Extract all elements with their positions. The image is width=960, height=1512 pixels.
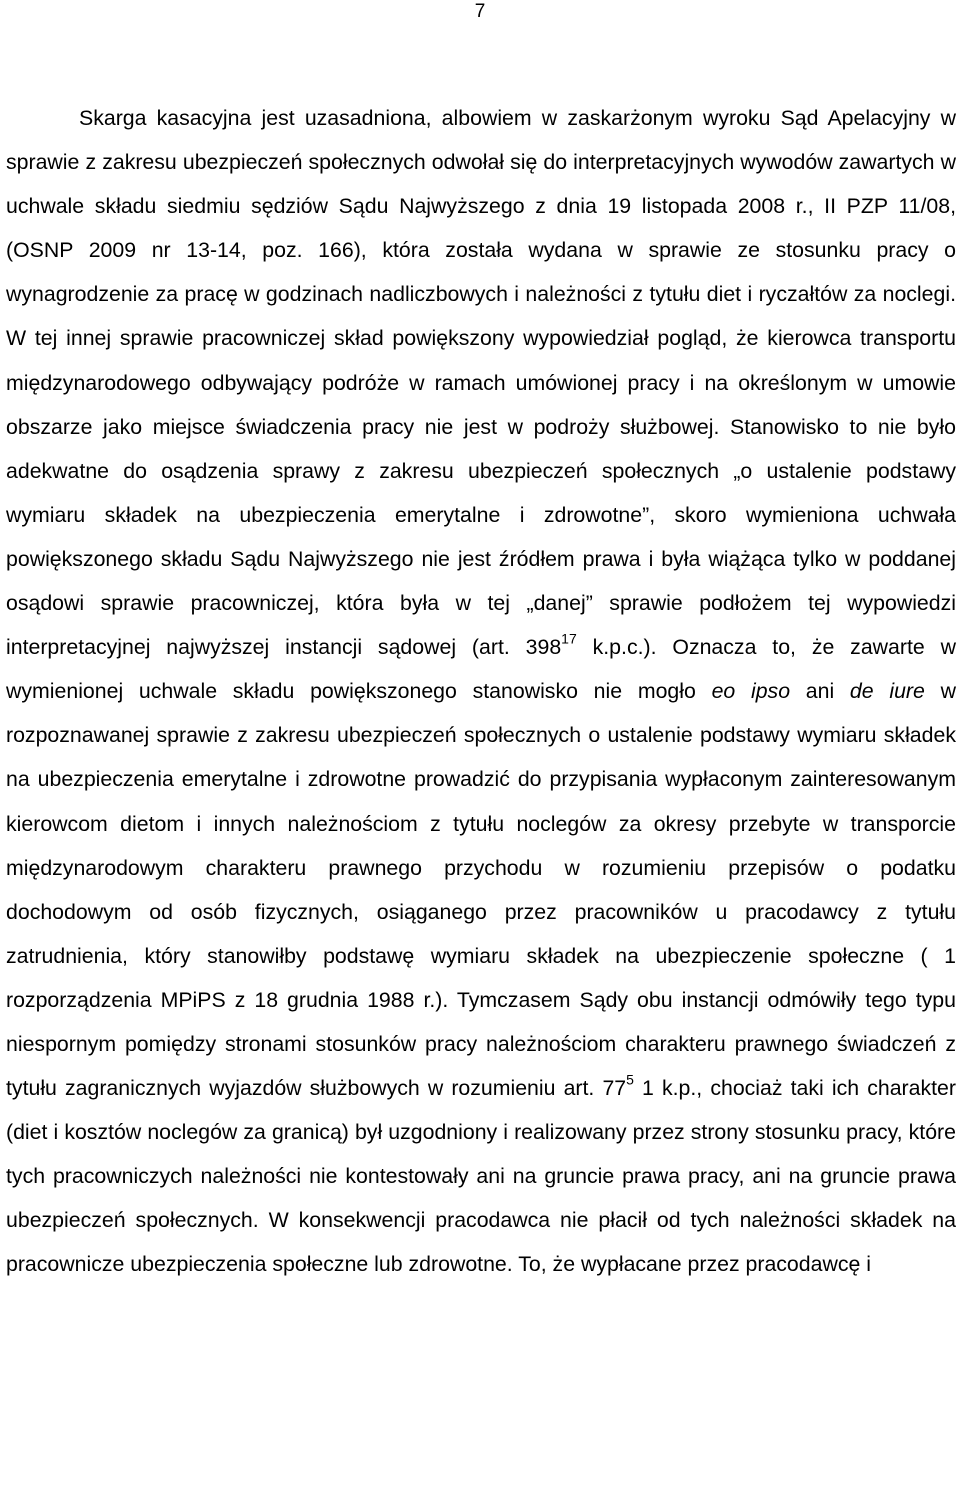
- latin-phrase-de-iure: de iure: [849, 679, 925, 704]
- superscript-article-number: 5: [626, 1071, 634, 1088]
- latin-phrase-eo-ipso: eo ipso: [711, 679, 791, 704]
- paragraph-text-1: Skarga kasacyjna jest uzasadniona, albowiem w zaskarżonym wyroku Sąd Apelacyjny w sprawie z zakresu ubezpieczeń społecznych odwołał się do interpretacyjnych wywodów zawartych w uchwale składu siedmiu sędziów Sądu Najwyższego z dnia 19 listopada 2008 r., II PZP 11/08, (OSNP 2009 nr 13-14, poz. 166), która została wydana w sprawie ze stosunku pracy o wynagrodzenie za pracę w godzinach nadliczbowych i należności z tytułu diet i ryczałtów za noclegi. W tej innej sprawie pracowniczej skład powiększony wypowiedział pogląd, że kierowca transportu międzynarodowego odbywający podróże w ramach umówionej pracy i na określonym w umowie obszarze jako miejsce świadczenia pracy nie jest w podroży służbowej. Stanowisko to nie było adekwatne do osądzenia sprawy z zakresu ubezpieczeń społecznych „o ustalenie podstawy wymiaru składek na ubezpieczenia emerytalne i zdrowotne”, skoro wymieniona uchwała powiększonego składu Sądu Najwyższego nie jest źródłem prawa i była wiążąca tylko w poddanej osądowi sprawie pracowniczej, która była w tej „danej” sprawie podłożem tej wypowiedzi interpretacyjnej najwyższej instancji sądowej (art. 398: [6, 106, 956, 660]
- paragraph-text-5: 1 k.p., chociaż taki ich charakter (diet i kosztów noclegów za granicą) był uzgodniony i realizowany przez strony stosunku pracy, które tych pracowniczych należności nie kontestowały ani na gruncie prawa pracy, ani na gruncie prawa ubezpieczeń społecznych. W konsekwencji pracodawca nie płacił od tych należności składek na pracownicze ubezpieczenia społeczne lub zdrowotne. To, że wypłacane przez pracodawcę i: [6, 1076, 956, 1277]
- page-number: 7: [474, 1, 486, 22]
- paragraph-text-3: ani: [790, 679, 850, 704]
- superscript-article-number: 17: [561, 630, 577, 647]
- paragraph-text-4: w rozpoznawanej sprawie z zakresu ubezpieczeń społecznych o ustalenie podstawy wymiaru składek na ubezpieczenia emerytalne i zdrowotne prowadzić do przypisania wypłaconym zainteresowanym kierowcom dietom i innych należnościom z tytułu noclegów za okresy przebyte w transporcie międzynarodowym charakteru prawnego przychodu w rozumieniu przepisów o podatku dochodowym od osób fizycznych, osiąganego przez pracowników u pracodawcy z tytułu zatrudnienia, który stanowiłby podstawę wymiaru składek na ubezpieczenie społeczne ( 1 rozporządzenia MPiPS z 18 grudnia 1988 r.). Tymczasem Sądy obu instancji odmówiły tego typu niespornym pomiędzy stronami stosunków pracy należnościom charakteru prawnego świadczeń z tytułu zagranicznych wyjazdów służbowych w rozumieniu art. 77: [6, 679, 956, 1101]
- paragraph-text-2: k.p.c.). Oznacza to, że zawarte w wymienionej uchwale składu powiększonego stanowisko nie mogło: [6, 635, 956, 704]
- body-paragraph: [6, 96, 956, 1287]
